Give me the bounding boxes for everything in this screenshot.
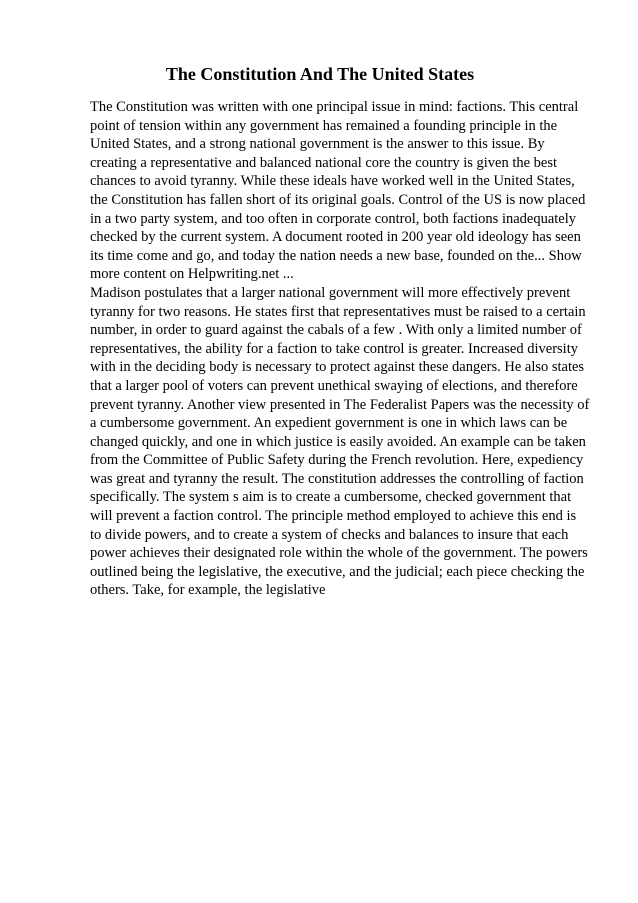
paragraph-intro: The Constitution was written with one principal issue in mind: factions. This central point of tension within any government has remained a founding principle in the United States, and a strong national government is the answer to this issue. By creating a representative and balanced national core the country is given the best chances to avoid tyranny. While these ideals have worked well in the United States, the Constitution has fallen short of its original goals. Control of the US is now placed in a two party system, and too often in corporate control, both factions inadequately checked by the current system. A document rooted in 200 year old ideology has seen its time come and go, and today the nation needs a new base, founded on the... Show more content on Helpwriting.net ... <box>90 99 586 283</box>
paragraph-madison: Madison postulates that a larger national government will more effectively prevent tyranny for two reasons. He states first that representatives must be raised to a certain number, in order to guard against the cabals of a few . With only a limited number of representatives, the ability for a faction to take control is greater. Increased diversity with in the deciding body is necessary to protect against these dangers. He also states that a larger pool of voters can prevent unethical swaying of elections, and therefore prevent tyranny. Another view presented in The Federalist Papers was the necessity of a cumbersome government. An expedient government is one in which laws can be changed quickly, and one in which justice is easily avoided. An example can be taken from the Committee of Public Safety during the French revolution. Here, expediency was great and tyranny the result. The constitution addresses the controlling of faction specifically. The system s aim is to create a cumbersome, checked government that will prevent a faction control. The principle method employed to achieve this end is to divide powers, and to create a system of checks and balances to insure that each power achieves their designated role within the whole of the government. The powers outlined being the legislative, the executive, and the judicial; each piece checking the others. Take, for example, the legislative <box>90 284 590 599</box>
document-title: The Constitution And The United States <box>165 64 475 84</box>
